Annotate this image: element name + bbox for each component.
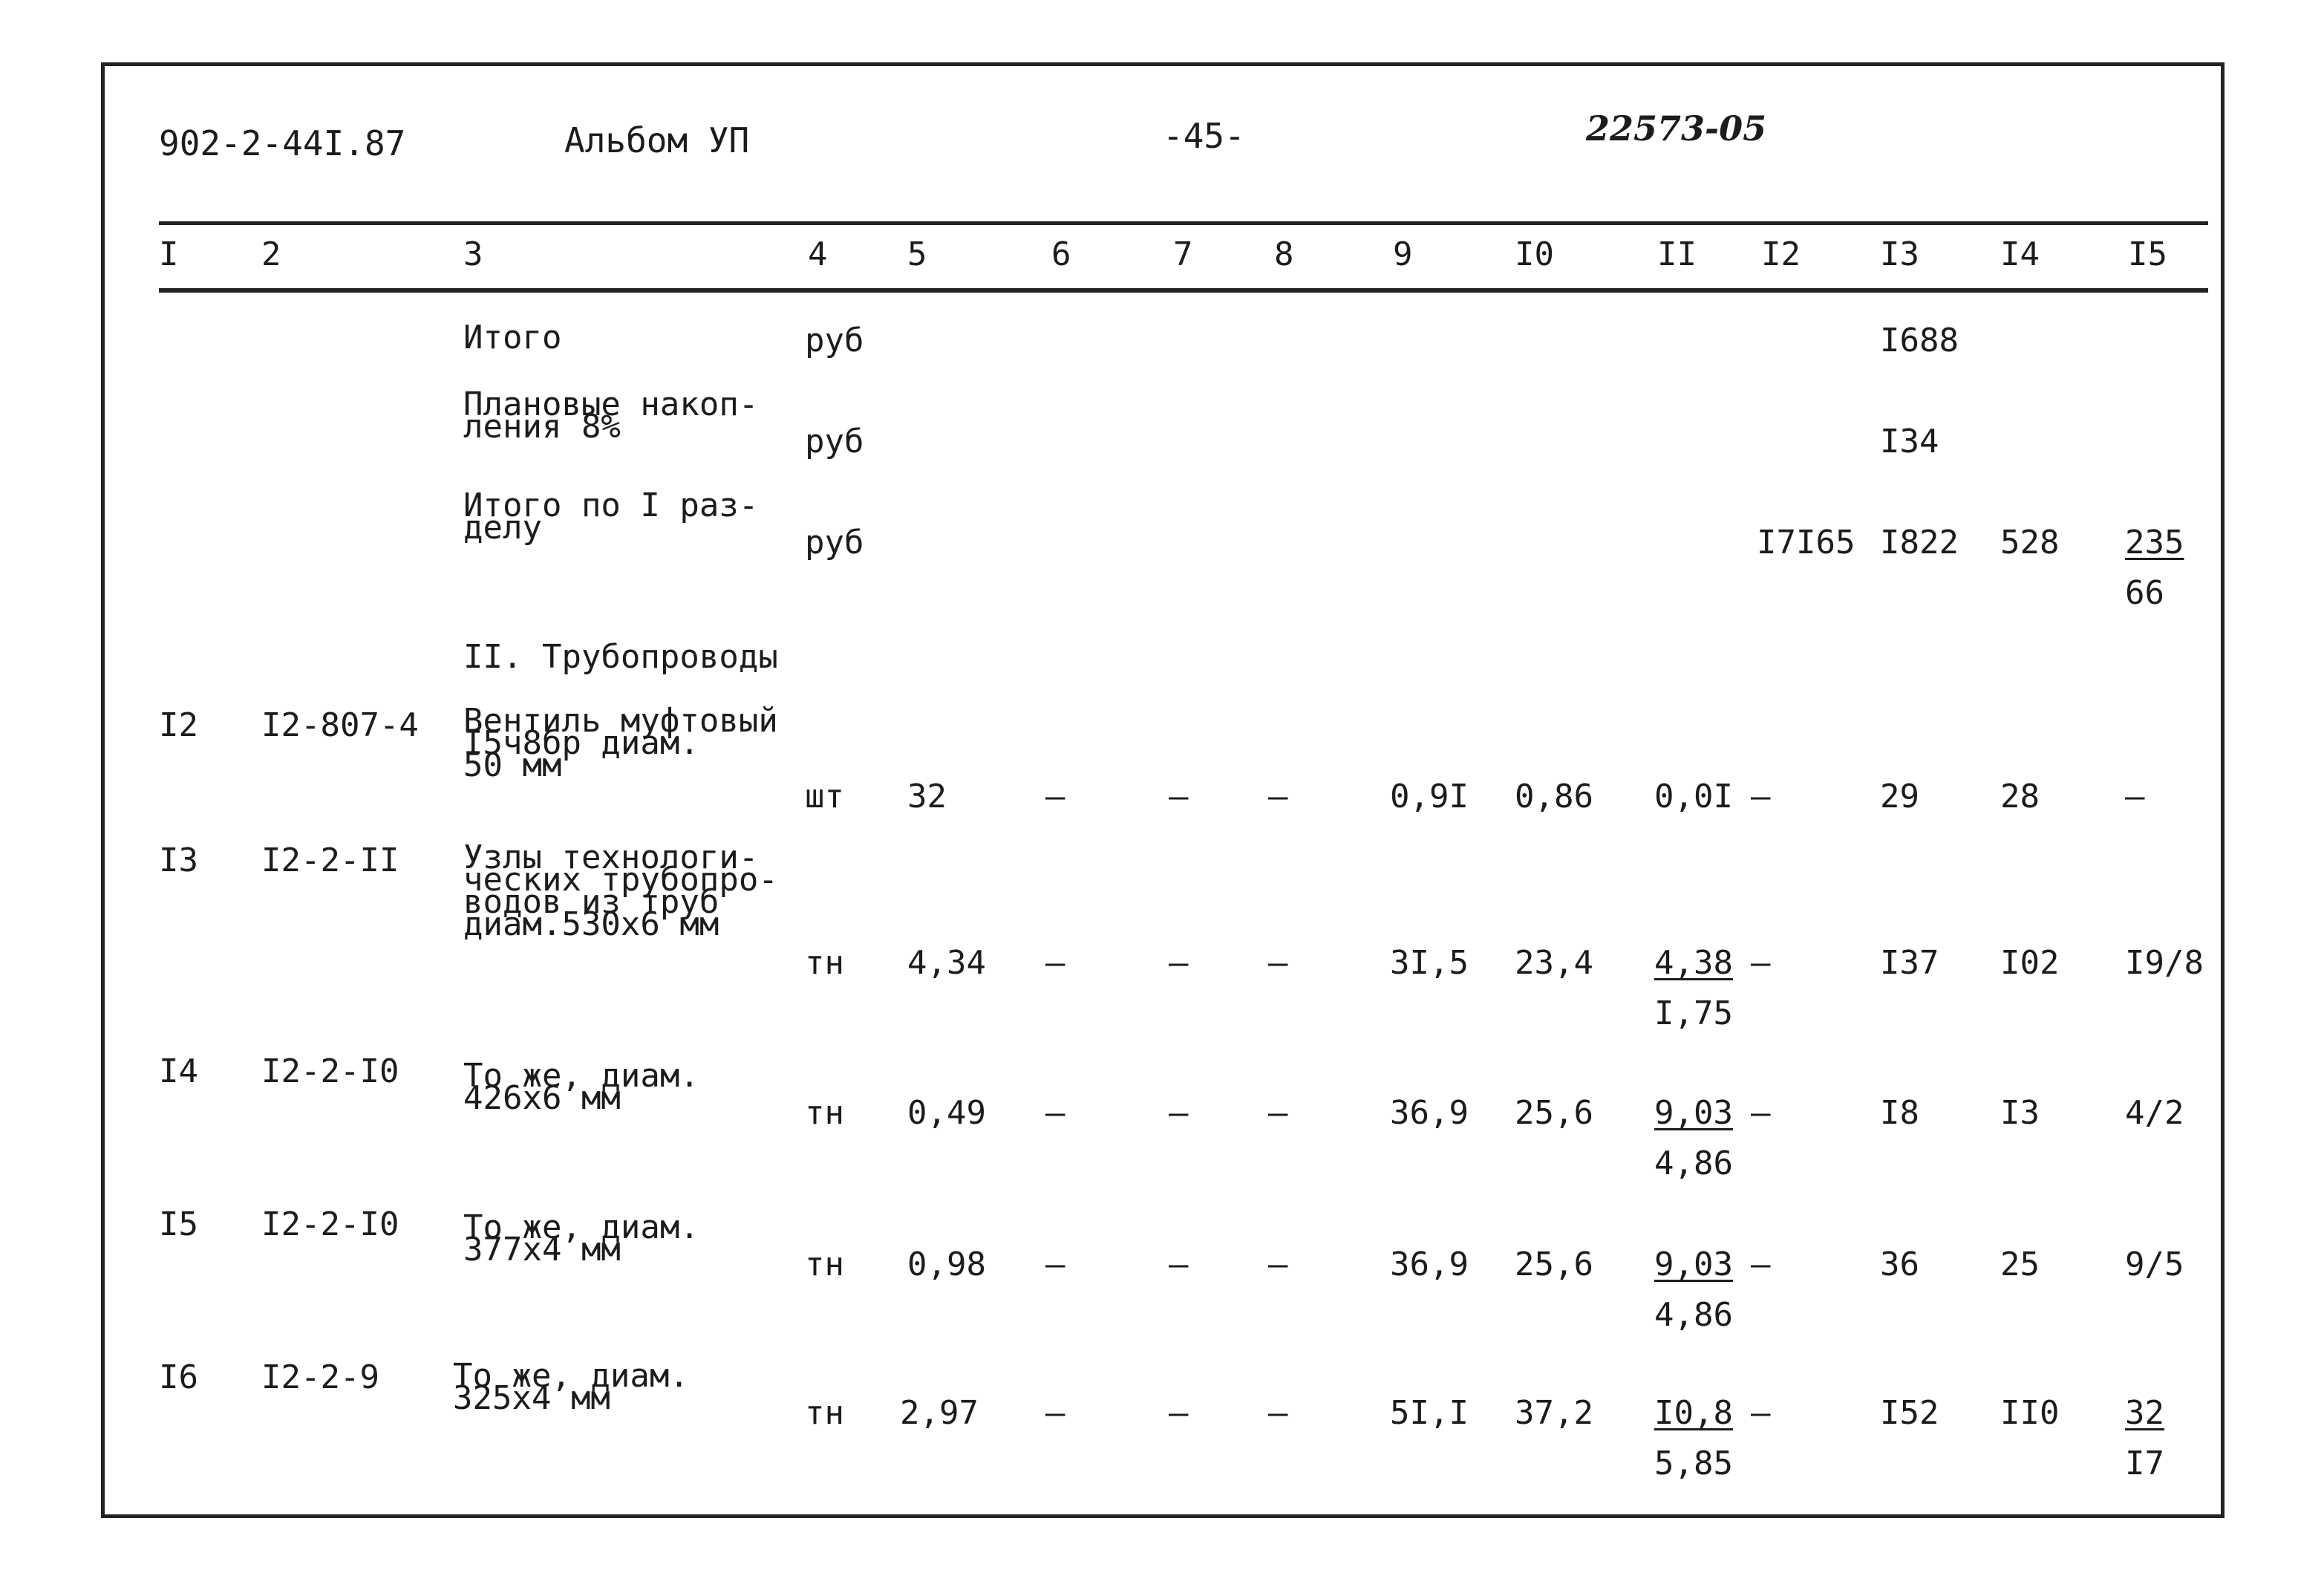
row-col12: – [1751, 1246, 1771, 1283]
row-col14: I02 [2000, 944, 2060, 982]
summary-total-unit: руб [805, 322, 864, 359]
row-col11-bottom: 4,86 [1654, 1296, 1733, 1334]
row-col7: – [1169, 778, 1189, 815]
row-col6: – [1045, 1094, 1065, 1132]
row-col15: – [2125, 778, 2145, 815]
row-number: I5 [159, 1205, 198, 1243]
row-col8: – [1268, 1246, 1288, 1283]
row-col6: – [1045, 778, 1065, 815]
row-code: I2-2-I0 [261, 1052, 399, 1090]
row-col14: 25 [2000, 1246, 2040, 1283]
summary-section-col15-top: 235 [2125, 524, 2184, 561]
row-col11: 4,38 [1654, 944, 1733, 982]
column-header-10: I0 [1515, 235, 1554, 273]
row-col11-bottom: 4,86 [1654, 1145, 1733, 1182]
row-col6: – [1045, 1246, 1065, 1283]
row-col9: 0,9I [1390, 778, 1469, 815]
column-header-6: 6 [1051, 235, 1071, 273]
row-col9: 36,9 [1390, 1094, 1469, 1132]
row-col14: 28 [2000, 778, 2040, 815]
summary-total-col13: I688 [1880, 322, 1959, 359]
row-col13: 36 [1880, 1246, 1919, 1283]
header-rule-top [159, 221, 2208, 225]
header-rule-bottom [159, 288, 2208, 293]
row-col9: 3I,5 [1390, 944, 1469, 982]
summary-section-unit: руб [805, 524, 864, 561]
column-header-2: 2 [261, 235, 281, 273]
row-unit: тн [805, 1094, 844, 1132]
row-col10: 37,2 [1515, 1394, 1593, 1432]
row-unit: шт [805, 778, 844, 815]
row-col6: – [1045, 1394, 1065, 1432]
row-col10: 23,4 [1515, 944, 1593, 982]
row-col10: 25,6 [1515, 1094, 1593, 1132]
row-number: I4 [159, 1052, 198, 1090]
row-description: То же, диам. 325х4 мм [453, 1357, 689, 1417]
row-col7: – [1169, 944, 1189, 982]
row-col9: 5I,I [1390, 1394, 1469, 1432]
column-header-5: 5 [907, 235, 927, 273]
inventory-number: 22573-05 [1586, 108, 1767, 149]
row-col8: – [1268, 944, 1288, 982]
row-col12: – [1751, 1394, 1771, 1432]
row-col5: 2,97 [900, 1394, 979, 1432]
column-header-13: I3 [1880, 235, 1919, 273]
row-col15-bottom: I7 [2125, 1445, 2164, 1482]
row-code: I2-807-4 [261, 706, 419, 744]
row-description: Узлы технологи- ческих трубопро- водов из труб диам.530х6 мм [463, 839, 778, 943]
row-description: То же, диам. 377х4 мм [463, 1208, 699, 1269]
row-code: I2-2-I0 [261, 1205, 399, 1243]
summary-plan-unit: руб [805, 423, 864, 460]
summary-plan-col13: I34 [1880, 423, 1939, 460]
row-col12: – [1751, 778, 1771, 815]
doc-code: 902-2-44I.87 [159, 123, 406, 163]
row-col14: II0 [2000, 1394, 2060, 1432]
page-number: -45- [1163, 116, 1245, 156]
row-description: Вентиль муфтовый I5ч8бр диам. 50 мм [463, 702, 778, 784]
row-col13: I8 [1880, 1094, 1919, 1132]
row-col5: 0,98 [907, 1246, 986, 1283]
row-unit: тн [805, 944, 844, 982]
row-col11: 0,0I [1654, 778, 1733, 815]
section-title: II. Трубопроводы [463, 638, 778, 676]
row-col15: I9/8 [2125, 944, 2204, 982]
row-col11: I0,8 [1654, 1394, 1733, 1432]
summary-section-col12: I7I65 [1757, 524, 1855, 561]
row-col15: 32 [2125, 1394, 2164, 1432]
row-col14: I3 [2000, 1094, 2040, 1132]
album-label: Альбом УП [564, 120, 750, 160]
row-col9: 36,9 [1390, 1246, 1469, 1283]
row-col11: 9,03 [1654, 1094, 1733, 1132]
column-header-12: I2 [1761, 235, 1801, 273]
column-header-1: I [159, 235, 179, 273]
column-header-3: 3 [463, 235, 483, 273]
row-number: I3 [159, 841, 198, 879]
row-col15: 9/5 [2125, 1246, 2184, 1283]
row-col11-bottom: I,75 [1654, 994, 1733, 1032]
summary-section-col14: 528 [2000, 524, 2060, 561]
summary-plan-label: Плановые накоп- ления 8% [463, 385, 759, 446]
row-code: I2-2-9 [261, 1358, 379, 1396]
column-header-8: 8 [1274, 235, 1294, 273]
row-col11-bottom: 5,85 [1654, 1445, 1733, 1482]
row-col7: – [1169, 1094, 1189, 1132]
row-description: То же, диам. 426х6 мм [463, 1057, 699, 1117]
summary-section-col15-bottom: 66 [2125, 574, 2164, 612]
row-code: I2-2-II [261, 841, 399, 879]
row-unit: тн [805, 1394, 844, 1432]
row-col5: 4,34 [907, 944, 986, 982]
row-col12: – [1751, 1094, 1771, 1132]
row-col12: – [1751, 944, 1771, 982]
row-col15: 4/2 [2125, 1094, 2184, 1132]
row-col7: – [1169, 1394, 1189, 1432]
row-number: I2 [159, 706, 198, 744]
row-col10: 25,6 [1515, 1246, 1593, 1283]
row-col13: I37 [1880, 944, 1939, 982]
row-col8: – [1268, 778, 1288, 815]
row-col13: 29 [1880, 778, 1919, 815]
row-col6: – [1045, 944, 1065, 982]
row-col5: 32 [907, 778, 947, 815]
summary-section-label: Итого по I раз- делу [463, 486, 759, 547]
row-unit: тн [805, 1246, 844, 1283]
row-col8: – [1268, 1094, 1288, 1132]
summary-section-col13: I822 [1880, 524, 1959, 561]
row-col13: I52 [1880, 1394, 1939, 1432]
column-header-14: I4 [2000, 235, 2040, 273]
column-header-15: I5 [2128, 235, 2167, 273]
column-header-4: 4 [808, 235, 828, 273]
column-header-11: II [1657, 235, 1697, 273]
summary-total-label: Итого [463, 319, 562, 357]
row-col8: – [1268, 1394, 1288, 1432]
row-col5: 0,49 [907, 1094, 986, 1132]
row-col10: 0,86 [1515, 778, 1593, 815]
column-header-7: 7 [1173, 235, 1193, 273]
row-number: I6 [159, 1358, 198, 1396]
row-col11: 9,03 [1654, 1246, 1733, 1283]
column-header-9: 9 [1393, 235, 1413, 273]
row-col7: – [1169, 1246, 1189, 1283]
